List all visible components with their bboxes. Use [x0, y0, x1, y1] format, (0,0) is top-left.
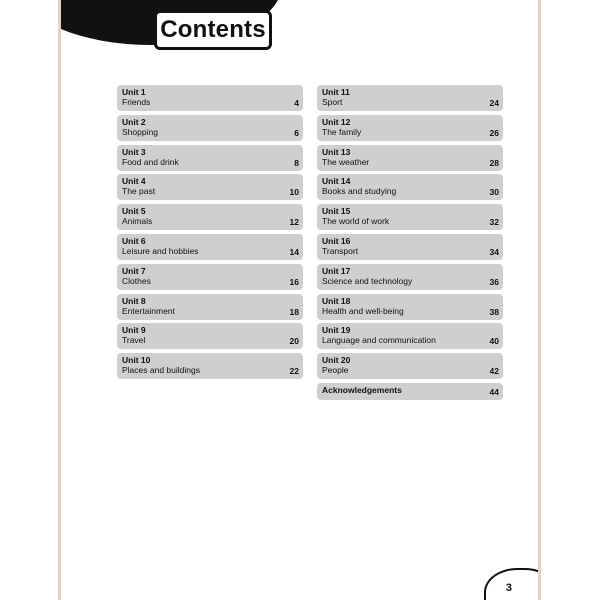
contents-entry[interactable]: [317, 85, 503, 111]
page-ref: 8: [294, 157, 299, 168]
unit-title: Animals: [122, 216, 153, 227]
unit-label: Unit 12: [322, 116, 351, 127]
unit-label: Unit 9: [122, 325, 146, 336]
unit-title: Language and communication: [322, 335, 436, 346]
unit-label: Unit 6: [122, 235, 146, 246]
page-ref: 24: [489, 98, 499, 108]
page-ref: 34: [489, 246, 499, 257]
page-number-tab: [484, 568, 541, 600]
page-ref: 14: [289, 246, 299, 257]
page-ref: 4: [294, 98, 299, 108]
unit-title: Transport: [322, 245, 359, 256]
unit-title: Travel: [122, 335, 146, 346]
unit-label: Unit 10: [122, 355, 151, 366]
unit-label: Unit 13: [322, 146, 351, 157]
page-ref: 30: [489, 187, 499, 198]
contents-left-column: [117, 85, 303, 383]
contents-entry[interactable]: [117, 264, 303, 290]
contents-entry[interactable]: [117, 115, 303, 141]
contents-entry[interactable]: [317, 204, 503, 230]
contents-entry[interactable]: [117, 323, 303, 349]
unit-label: Unit 11: [322, 87, 350, 97]
contents-entry[interactable]: [117, 204, 303, 230]
contents-entry[interactable]: [317, 234, 503, 260]
title-box: [154, 10, 272, 50]
page-ref: 38: [489, 306, 499, 317]
unit-title: Books and studying: [322, 186, 397, 197]
contents-entry[interactable]: [317, 115, 503, 141]
contents-entry[interactable]: [317, 353, 503, 379]
page-ref: 26: [489, 127, 499, 138]
unit-label: Unit 14: [322, 176, 351, 187]
unit-label: Unit 8: [122, 295, 146, 306]
page-ref: 42: [489, 366, 499, 377]
page-ref: 28: [489, 157, 499, 168]
contents-entry[interactable]: [117, 85, 303, 111]
unit-label: Unit 17: [322, 265, 351, 276]
contents-entry[interactable]: [117, 174, 303, 200]
page-ref: 32: [489, 217, 499, 228]
unit-title: Friends: [122, 97, 151, 107]
unit-label: Unit 5: [122, 206, 146, 217]
page-ref: 40: [489, 336, 499, 347]
contents-entry[interactable]: [317, 174, 503, 200]
unit-label: Unit 20: [322, 355, 351, 366]
unit-title: Places and buildings: [122, 365, 200, 376]
page-ref: 12: [289, 217, 299, 228]
contents-entry[interactable]: [117, 353, 303, 379]
unit-label: Unit 16: [322, 235, 351, 246]
unit-label: Unit 1: [122, 87, 146, 97]
page-ref: 20: [289, 336, 299, 347]
page-ref: 18: [289, 306, 299, 317]
unit-title: Clothes: [122, 275, 151, 286]
unit-title: Entertainment: [122, 305, 175, 316]
contents-entry[interactable]: [117, 294, 303, 320]
page-ref: 22: [289, 366, 299, 377]
unit-title: Science and technology: [322, 275, 413, 286]
acknowledgements-title: Acknowledgements: [322, 384, 402, 395]
unit-label: Unit 4: [122, 176, 146, 187]
page-ref: 16: [289, 276, 299, 287]
contents-entry[interactable]: [317, 264, 503, 290]
unit-label: Unit 18: [322, 295, 351, 306]
unit-title: Leisure and hobbies: [122, 245, 199, 256]
unit-title: Shopping: [122, 126, 158, 137]
contents-entry[interactable]: [317, 323, 503, 349]
unit-label: Unit 2: [122, 116, 146, 127]
page-number: 3: [505, 582, 512, 594]
unit-title: Health and well-being: [322, 305, 404, 316]
document-page: [58, 0, 541, 600]
unit-title: Food and drink: [122, 156, 179, 167]
unit-title: Sport: [322, 97, 343, 107]
page-ref: 10: [289, 187, 299, 198]
unit-title: The family: [322, 126, 362, 137]
unit-label: Unit 3: [122, 146, 146, 157]
unit-label: Unit 7: [122, 265, 146, 276]
unit-label: Unit 19: [322, 325, 351, 336]
page-ref: 44: [489, 386, 499, 397]
unit-label: Unit 15: [322, 206, 351, 217]
contents-entry[interactable]: [317, 145, 503, 171]
unit-title: People: [322, 365, 349, 376]
page-title: Contents: [160, 16, 266, 43]
unit-title: The past: [122, 186, 156, 197]
unit-title: The world of work: [322, 216, 390, 227]
contents-entry[interactable]: [317, 294, 503, 320]
contents-entry[interactable]: [117, 234, 303, 260]
page-ref: 36: [489, 276, 499, 287]
unit-title: The weather: [322, 156, 370, 167]
contents-entry[interactable]: [117, 145, 303, 171]
page-ref: 6: [294, 127, 299, 138]
acknowledgements-entry[interactable]: [317, 383, 503, 400]
contents-right-column: [317, 85, 503, 404]
